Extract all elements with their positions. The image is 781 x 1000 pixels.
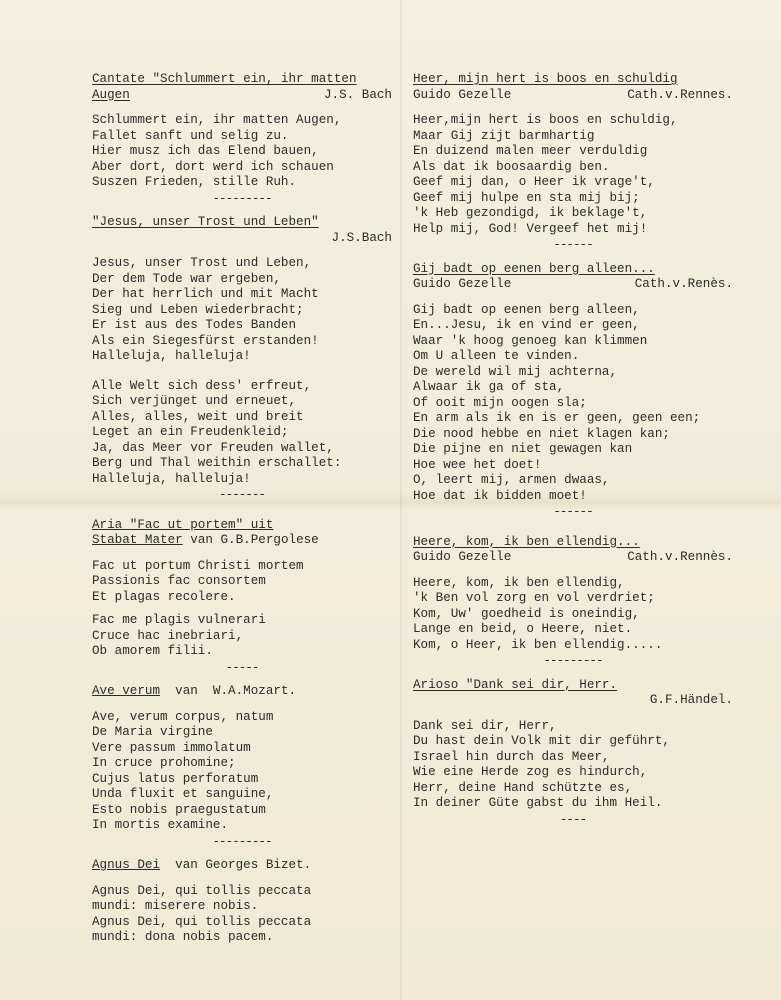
verse [92, 379, 392, 488]
verse-line: Fac ut portum Christi mortem [92, 558, 304, 573]
verse-line: Esto nobis praegustatum [92, 802, 266, 817]
verse-line: Halleluja, halleluja! [92, 349, 251, 363]
piece-title: Arioso "Dank sei dir, Herr. [413, 677, 618, 692]
verse-line: Gij badt op eenen berg alleen, [413, 302, 640, 317]
separator: --------- [212, 191, 272, 206]
verse-line: Der hat herrlich und mit Macht [92, 287, 319, 301]
verse-line: In mortis examine. [92, 818, 229, 832]
verse-line: Berg und Thal weithin erschallet: [92, 456, 342, 470]
verse-line: Halleluja, halleluja! [92, 471, 251, 486]
verse-line: Maar Gij zijt barmhartig [413, 128, 595, 143]
verse-line: Unda fluxit et sanguine, [92, 787, 274, 801]
separator: ------- [219, 488, 265, 502]
composer: Cath.v.Renès. [634, 277, 733, 291]
verse-line: Sieg und Leben wiederbracht; [92, 302, 304, 317]
verse-line: Kom, Uw' goedheid is oneindig, [413, 606, 640, 621]
verse-line: Heer,mijn hert is boos en schuldig, [413, 113, 678, 127]
verse-line: Leget an ein Freudenkleid; [92, 425, 289, 439]
verse-line: Fallet sanft und selig zu. [92, 128, 289, 143]
verse [92, 113, 392, 191]
author: Guido Gezelle [413, 277, 512, 291]
verse [92, 559, 392, 606]
piece-title: Gij badt op eenen berg alleen... [413, 261, 655, 276]
verse-line: Die pijne en niet gewagen kan [413, 442, 633, 456]
verse-line: Dank sei dir, Herr, [413, 718, 557, 733]
piece-title: Cantate "Schlummert ein, ihr matten [92, 72, 357, 86]
title-row [92, 858, 392, 874]
title-row [413, 277, 733, 293]
verse-line: Als dat ik boosaardig ben. [413, 159, 610, 174]
composer: van W.A.Mozart. [160, 684, 297, 698]
title-row [413, 88, 733, 104]
verse-line: Et plagas recolere. [92, 589, 236, 604]
verse-line: Alle Welt sich dess' erfreut, [92, 378, 312, 393]
verse [92, 884, 392, 946]
verse-line: Ja, das Meer vor Freuden wallet, [92, 440, 334, 455]
verse-line: Kom, o Heer, ik ben ellendig..... [413, 637, 663, 652]
verse-line: Hoe wee het doet! [413, 457, 542, 472]
verse-line: En duizend malen meer verduldig [413, 144, 648, 158]
verse-line: Waar 'k hoog genoeg kan klimmen [413, 333, 648, 348]
piece-title: Aria [92, 517, 123, 532]
verse-line: Als ein Siegesfürst erstanden! [92, 333, 319, 348]
verse-line: Herr, deine Hand schützte es, [413, 780, 633, 795]
verse-line: Heere, kom, ik ben ellendig, [413, 575, 625, 590]
verse [92, 710, 392, 834]
piece-title: Heer, mijn hert is boos en schuldig [413, 72, 678, 86]
verse [92, 613, 392, 660]
piece-ave-verum [92, 684, 392, 850]
verse-line: Of ooit mijn oogen sla; [413, 395, 587, 410]
verse-line: Geef mij dan, o Heer ik vrage't, [413, 175, 655, 189]
composer: Cath.v.Rennès. [627, 550, 733, 564]
verse-line: Ave, verum corpus, natum [92, 709, 274, 724]
piece-heere-kom [413, 535, 733, 670]
verse-line: Israel hin durch das Meer, [413, 749, 610, 764]
title-row [92, 518, 392, 534]
verse [413, 576, 733, 654]
verse-line: De Maria virgine [92, 725, 213, 739]
verse-line: Help mij, God! Vergeef het mij! [413, 221, 648, 236]
piece-title: Ave verum [92, 684, 161, 698]
verse-line: Agnus Dei, qui tollis peccata [92, 914, 312, 929]
verse-line: Aber dort, dort werd ich schauen [92, 159, 334, 174]
verse-line: mundi: dona nobis pacem. [92, 930, 274, 944]
verse-line: Ob amorem filii. [92, 644, 213, 658]
verse-line: Vere passum immolatum [92, 740, 251, 755]
verse-line: Om U alleen te vinden. [413, 349, 580, 363]
piece-schlummert [92, 72, 392, 207]
piece-title: Agnus Dei [92, 858, 161, 872]
composer: G.F.Händel. [649, 693, 733, 707]
verse-line: Cruce hac inebriari, [92, 628, 244, 643]
composer: Cath.v.Rennes. [627, 87, 733, 102]
verse-line: Jesus, unser Trost und Leben, [92, 256, 312, 270]
verse-line: Hoe dat ik bidden moet! [413, 488, 587, 503]
verse-line: Der dem Tode war ergeben, [92, 271, 281, 286]
piece-title-cont: Augen [92, 87, 130, 102]
verse [413, 113, 733, 237]
piece-fac-ut-portem [92, 518, 392, 677]
piece-jesus-unser-trost [92, 215, 392, 504]
verse-line: Sich verjünget und erneuet, [92, 394, 297, 408]
paper-fold [400, 0, 402, 1000]
verse-line: Cujus latus perforatum [92, 771, 259, 786]
author: Guido Gezelle [413, 87, 512, 102]
separator: ------ [553, 238, 593, 252]
piece-heer-mijn-hert [413, 72, 733, 254]
separator: --------- [212, 834, 272, 849]
verse-line: Passionis fac consortem [92, 574, 266, 588]
separator: ------ [553, 505, 593, 519]
composer: van Georges Bizet. [160, 858, 312, 872]
verse-line: Agnus Dei, qui tollis peccata [92, 883, 312, 898]
verse-line: Die nood hebbe en niet klagen kan; [413, 426, 670, 441]
verse-line: Du hast dein Volk mit dir geführt, [413, 734, 670, 748]
separator: ----- [225, 660, 259, 675]
piece-title: "Jesus, unser Trost und Leben" [92, 215, 319, 229]
verse [413, 303, 733, 505]
left-column [92, 72, 392, 946]
piece-gij-badt [413, 262, 733, 521]
piece-title: Heere, kom, ik ben ellendig... [413, 534, 640, 549]
separator: --------- [543, 654, 603, 668]
verse-line: De wereld wil mij achterna, [413, 364, 618, 379]
composer: J.S. Bach [323, 87, 392, 102]
verse-line: Suszen Frieden, stille Ruh. [92, 175, 297, 189]
verse [92, 256, 392, 365]
verse-line: En...Jesu, ik en vind er geen, [413, 318, 640, 332]
verse-line: In deiner Güte gabst du ihm Heil. [413, 796, 663, 810]
verse-line: Hier musz ich das Elend bauen, [92, 144, 319, 158]
piece-arioso-dank [413, 678, 733, 829]
author: Guido Gezelle [413, 550, 512, 564]
verse-line: Alwaar ik ga of sta, [413, 380, 565, 394]
verse-line: Fac me plagis vulnerari [92, 613, 266, 627]
verse-line: En arm als ik en is er geen, geen een; [413, 411, 701, 425]
work-title: Stabat Mater [92, 533, 183, 547]
verse-line: 'k Ben vol zorg en vol verdriet; [413, 591, 655, 605]
verse-line: Wie eine Herde zog es hindurch, [413, 765, 648, 779]
title-row [92, 533, 392, 549]
title-row [413, 550, 733, 566]
title-row [92, 684, 392, 700]
verse-line: Schlummert ein, ihr matten Augen, [92, 113, 342, 127]
verse-line: Geef mij hulpe en sta mij bij; [413, 190, 640, 205]
verse-line: 'k Heb gezondigd, ik beklage't, [413, 206, 648, 220]
right-column [413, 72, 733, 828]
composer: van G.B.Pergolese [182, 533, 319, 547]
verse-line: Lange en beid, o Heere, niet. [413, 622, 633, 636]
title-row [92, 88, 392, 104]
verse-line: O, leert mij, armen dwaas, [413, 473, 610, 487]
piece-agnus-dei [92, 858, 392, 946]
verse [413, 719, 733, 812]
verse-line: Er ist aus des Todes Banden [92, 318, 297, 332]
verse-line: Alles, alles, weit und breit [92, 409, 304, 424]
separator: ---- [559, 812, 587, 827]
composer: J.S.Bach [331, 230, 392, 245]
verse-line: mundi: miserere nobis. [92, 899, 259, 913]
piece-title-cont: "Fac ut portem" uit [122, 517, 274, 532]
verse-line: In cruce prohomine; [92, 756, 236, 770]
